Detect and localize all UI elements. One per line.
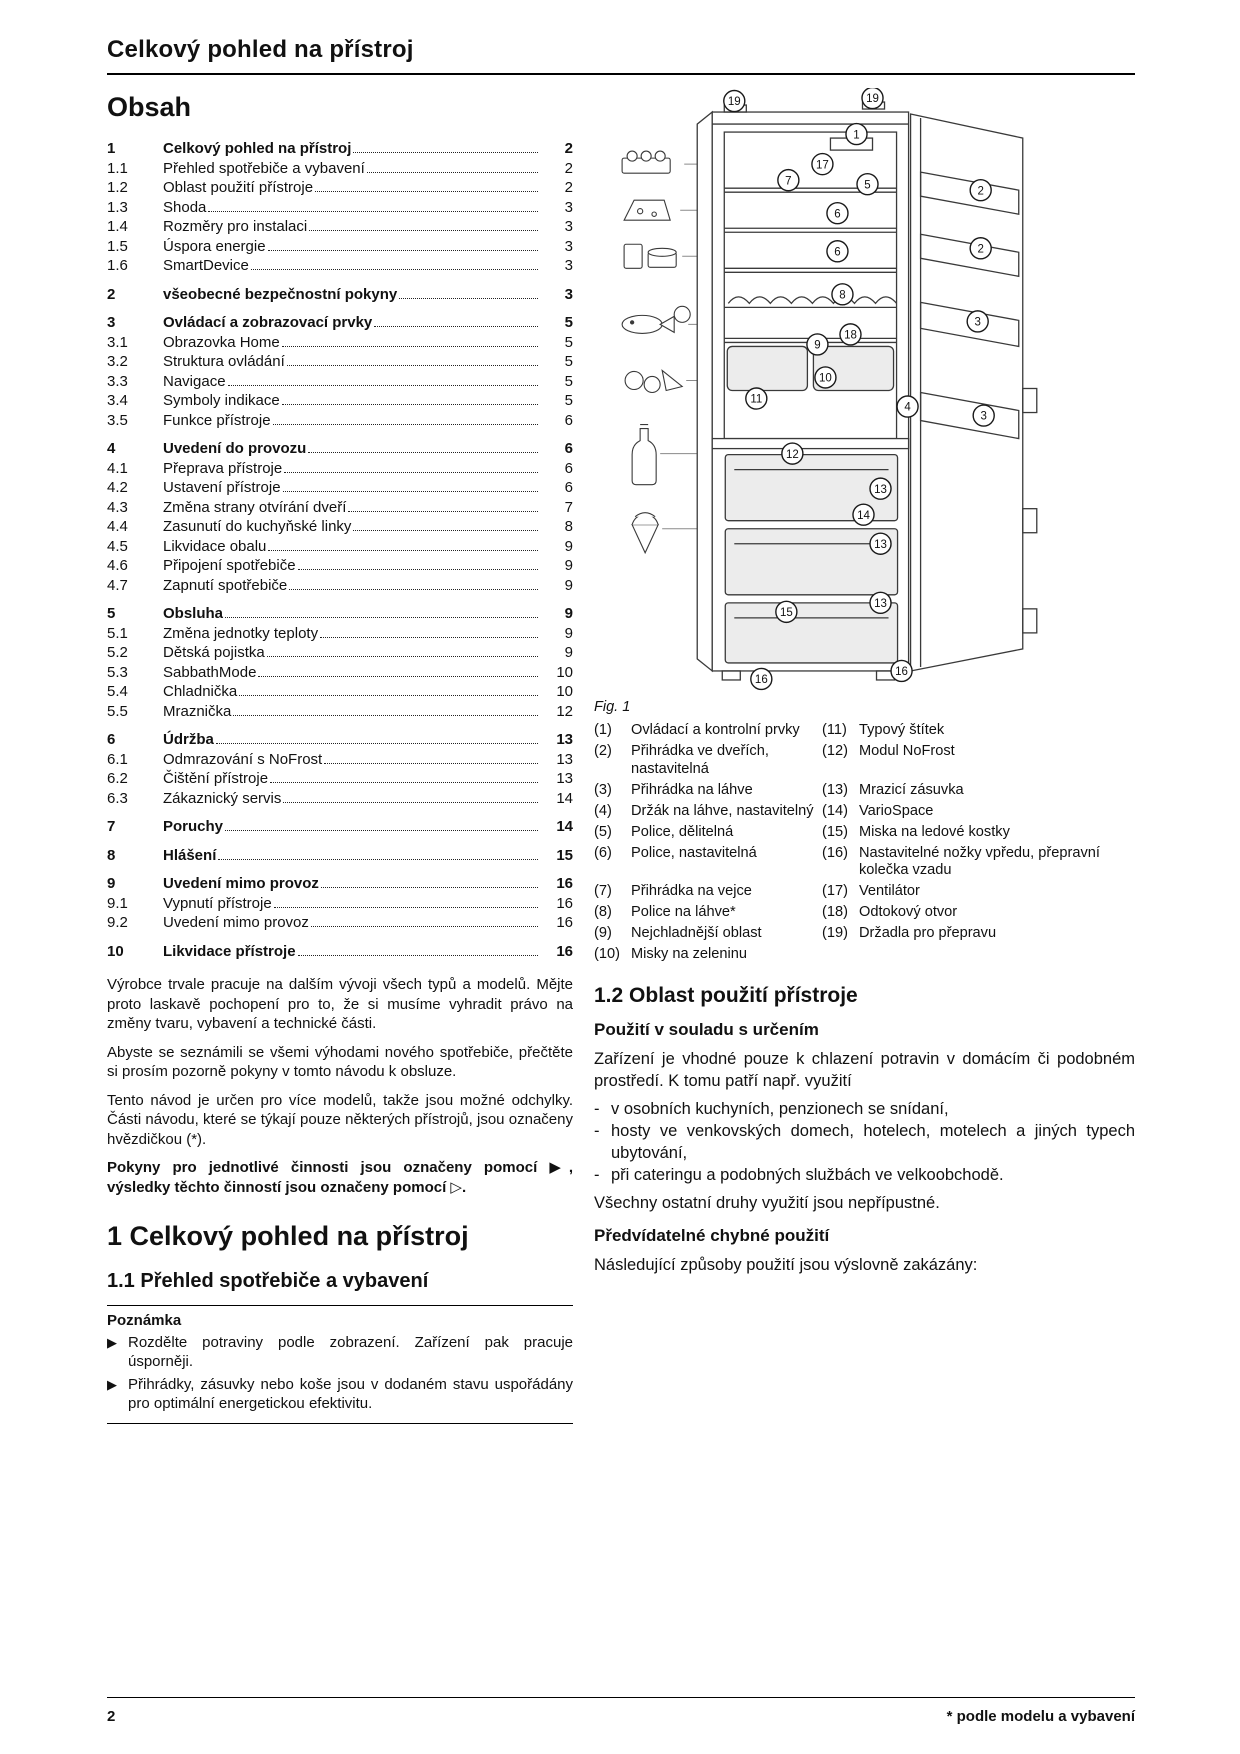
section-1-title: 1 Celkový pohled na přístroj xyxy=(107,1221,469,1251)
fridge-drawing xyxy=(594,88,1135,699)
food-icons xyxy=(622,151,690,553)
toc-entry: 1.5 Úspora energie 3 xyxy=(107,237,573,255)
footer-rule xyxy=(107,1697,1135,1698)
toc-entry: 1.2 Oblast použití přístroje 2 xyxy=(107,179,573,196)
page-number: 2 xyxy=(107,1708,116,1725)
legend-item: (10) Misky na zeleninu xyxy=(594,946,747,962)
toc-entry: 4.4 Zasunutí do kuchyňské linky 8 xyxy=(107,518,573,535)
legend-item: (8) Police na láhve* xyxy=(594,904,736,920)
svg-text:9: 9 xyxy=(814,339,821,352)
bottle-icon xyxy=(632,425,656,485)
note-item: ▶ Rozdělte potraviny podle zobrazení. Zařízení pak pracuje úsporněji. xyxy=(107,1334,573,1370)
intro-paragraphs xyxy=(107,975,573,1149)
header-rule xyxy=(107,73,1135,75)
toc-entry: 3.2 Struktura ovládání 5 xyxy=(107,353,573,370)
toc-entry: 4.1 Přeprava přístroje 6 xyxy=(107,459,573,477)
svg-text:3: 3 xyxy=(980,410,987,423)
eggs-icon xyxy=(622,151,670,173)
toc-entry: 7 Poruchy 14 xyxy=(107,818,573,835)
svg-text:6: 6 xyxy=(834,208,841,221)
legend-item: (6) Police, nastavitelná xyxy=(594,844,757,861)
toc-entry: 2 všeobecné bezpečnostní pokyny 3 xyxy=(107,285,573,303)
svg-text:7: 7 xyxy=(785,175,792,188)
toc-entry: 4.3 Změna strany otvírání dveří 7 xyxy=(107,498,573,516)
svg-text:19: 19 xyxy=(727,96,741,109)
usage-bullet: - hosty ve venkovských domech, hotelech, motelech a jiných typech ubytování, xyxy=(594,1121,1135,1162)
appliance-figure xyxy=(594,88,1135,699)
svg-text:13: 13 xyxy=(874,538,887,551)
action-arrow-icon: ▶ xyxy=(107,1377,117,1392)
figure-caption: Fig. 1 xyxy=(594,699,631,715)
intro-paragraph: Tento návod je určen pro více modelů, takže jsou možné odchylky. Části návodu, které se týkají pouze některých přístrojů, jsou označeny hvězdičkou (*). xyxy=(107,1091,573,1148)
svg-text:3: 3 xyxy=(974,316,981,329)
toc-entry: 6.2 Čištění přístroje 13 xyxy=(107,770,573,787)
toc-entry: 6 Údržba 13 xyxy=(107,731,573,748)
toc-entry: 3.4 Symboly indikace 5 xyxy=(107,392,573,409)
legend-item: (9) Nejchladnější oblast xyxy=(594,925,762,941)
svg-text:2: 2 xyxy=(977,185,984,198)
left-column xyxy=(107,92,573,1424)
svg-text:13: 13 xyxy=(874,598,887,611)
toc-entry: 6.3 Zákaznický servis 14 xyxy=(107,789,573,807)
legend-item: (14) VarioSpace xyxy=(822,802,934,819)
legend-item: (2) Přihrádka ve dveřích, nastavitelná xyxy=(594,743,769,777)
ice-cream-cone-icon xyxy=(632,513,658,553)
intro-paragraph: Výrobce trvale pracuje na dalším vývoji všech typů a modelů. Mějte proto laskavě pochopení pro to, že si musíme vyhradit právo na změny tvaru, vybavení a technické části. xyxy=(107,976,573,1032)
legend-item: (5) Police, dělitelná xyxy=(594,823,734,840)
toc-entry: 6.1 Odmrazování s NoFrost 13 xyxy=(107,750,573,768)
toc-entry: 1.1 Přehled spotřebiče a vybavení 2 xyxy=(107,159,573,177)
svg-text:19: 19 xyxy=(866,93,879,106)
svg-text:2: 2 xyxy=(977,243,984,256)
svg-text:11: 11 xyxy=(750,393,763,406)
note-title: Poznámka xyxy=(107,1312,182,1329)
intro-paragraph: Abyste se seznámili se všemi výhodami nového spotřebiče, přečtěte si prosím pozorně pokyny v tomto návodu k obsluze. xyxy=(107,1043,573,1080)
dairy-icon xyxy=(624,244,676,268)
toc-entry: 3.1 Obrazovka Home 5 xyxy=(107,333,573,351)
toc-entry: 3 Ovládací a zobrazovací prvky 5 xyxy=(107,314,573,331)
toc-entry: 5 Obsluha 9 xyxy=(107,605,573,622)
toc-entry: 5.4 Chladnička 10 xyxy=(107,683,573,700)
svg-text:17: 17 xyxy=(816,159,829,172)
legend-item: (15) Miska na ledové kostky xyxy=(822,823,1010,840)
misuse-heading: Předvídatelné chybné použití xyxy=(594,1225,830,1245)
toc-entry: 4.2 Ustavení přístroje 6 xyxy=(107,479,573,496)
right-column xyxy=(594,88,1135,1282)
other-uses-paragraph: Všechny ostatní druhy využití jsou nepřípustné. xyxy=(594,1193,940,1212)
cheese-icon xyxy=(624,200,670,220)
vegetables-icon xyxy=(625,370,682,392)
toc-entry: 1.6 SmartDevice 3 xyxy=(107,257,573,274)
svg-text:18: 18 xyxy=(844,329,857,342)
intended-use-paragraph: Zařízení je vhodné pouze k chlazení potravin v domácím či podobném prostředí. K tomu patří např. využití xyxy=(594,1049,1135,1090)
svg-text:4: 4 xyxy=(904,401,911,414)
svg-text:16: 16 xyxy=(895,666,908,679)
toc-entry: 8 Hlášení 15 xyxy=(107,846,573,864)
legend-item: (1) Ovládací a kontrolní prvky xyxy=(594,722,800,738)
toc-entry: 4.5 Likvidace obalu 9 xyxy=(107,537,573,555)
toc-entry: 4 Uvedení do provozu 6 xyxy=(107,440,573,457)
legend-item: (13) Mrazicí zásuvka xyxy=(822,781,964,798)
toc-entry: 5.3 SabbathMode 10 xyxy=(107,663,573,681)
misuse-paragraph: Následující způsoby použití jsou výslovně zakázány: xyxy=(594,1255,978,1274)
legend-item: (7) Přihrádka na vejce xyxy=(594,883,752,899)
section-1-1-title: 1.1 Přehled spotřebiče a vybavení xyxy=(107,1270,429,1292)
toc-entry: 3.3 Navigace 5 xyxy=(107,372,573,390)
legend-item: (18) Odtokový otvor xyxy=(822,904,958,920)
toc-entry: 5.2 Dětská pojistka 9 xyxy=(107,644,573,661)
note-box xyxy=(107,1305,573,1424)
svg-text:12: 12 xyxy=(785,448,799,461)
section-1-2-title: 1.2 Oblast použití přístroje xyxy=(594,983,858,1007)
svg-text:14: 14 xyxy=(857,509,870,522)
symbols-note: Pokyny pro jednotlivé činnosti jsou označeny pomocí ▶, výsledky těchto činností jsou označeny pomocí ▷. xyxy=(107,1159,573,1196)
toc-list xyxy=(107,139,573,961)
legend-item: (4) Držák na láhve, nastavitelný xyxy=(594,802,814,819)
svg-text:13: 13 xyxy=(874,483,887,496)
legend-item: (11) Typový štítek xyxy=(822,722,945,738)
svg-text:5: 5 xyxy=(864,179,871,192)
toc-entry: 1 Celkový pohled na přístroj 2 xyxy=(107,140,573,157)
toc-entry: 4.7 Zapnutí spotřebiče 9 xyxy=(107,576,573,594)
svg-text:8: 8 xyxy=(839,289,846,302)
svg-text:15: 15 xyxy=(779,607,793,620)
toc-entry: 9 Uvedení mimo provoz 16 xyxy=(107,875,573,892)
toc-entry: 5.5 Mraznička 12 xyxy=(107,702,573,720)
toc-entry: 10 Likvidace přístroje 16 xyxy=(107,942,573,960)
svg-text:16: 16 xyxy=(754,674,768,687)
usage-bullet: - v osobních kuchyních, penzionech se snídaní, xyxy=(594,1099,949,1118)
note-items xyxy=(107,1333,573,1413)
intended-use-heading: Použití v souladu s určením xyxy=(594,1019,819,1039)
fish-icon xyxy=(622,306,690,333)
usage-bullets xyxy=(594,1098,1135,1186)
figure-legend xyxy=(594,722,1135,964)
legend-item: (17) Ventilátor xyxy=(822,883,920,899)
svg-text:6: 6 xyxy=(834,246,841,259)
page-header xyxy=(107,36,1135,75)
legend-item: (12) Modul NoFrost xyxy=(822,743,955,759)
toc-entry: 5.1 Změna jednotky teploty 9 xyxy=(107,624,573,642)
toc-entry: 9.2 Uvedení mimo provoz 16 xyxy=(107,914,573,931)
toc-entry: 3.5 Funkce přístroje 6 xyxy=(107,411,573,429)
legend-item: (16) Nastavitelné nožky vpředu, přepravní kolečka vzadu xyxy=(822,844,1100,878)
svg-text:1: 1 xyxy=(853,129,860,142)
toc-title: Obsah xyxy=(107,92,192,122)
svg-text:10: 10 xyxy=(819,372,832,385)
toc-entry: 1.3 Shoda 3 xyxy=(107,198,573,216)
note-item: ▶ Přihrádky, zásuvky nebo koše jsou v dodaném stavu uspořádány pro optimální energetickou efektivitu. xyxy=(107,1376,573,1412)
toc-entry: 9.1 Vypnutí přístroje 16 xyxy=(107,894,573,912)
model-note: * podle modelu a vybavení xyxy=(946,1708,1135,1725)
page-header-title: Celkový pohled na přístroj xyxy=(107,36,414,63)
usage-bullet: - při cateringu a podobných službách ve velkoobchodě. xyxy=(594,1165,1004,1184)
page-footer xyxy=(107,1697,1135,1725)
toc-entry: 4.6 Připojení spotřebiče 9 xyxy=(107,557,573,574)
toc-entry: 1.4 Rozměry pro instalaci 3 xyxy=(107,218,573,235)
action-arrow-icon: ▶ xyxy=(107,1335,117,1350)
legend-item: (3) Přihrádka na láhve xyxy=(594,781,753,798)
legend-item: (19) Držadla pro přepravu xyxy=(822,925,997,941)
